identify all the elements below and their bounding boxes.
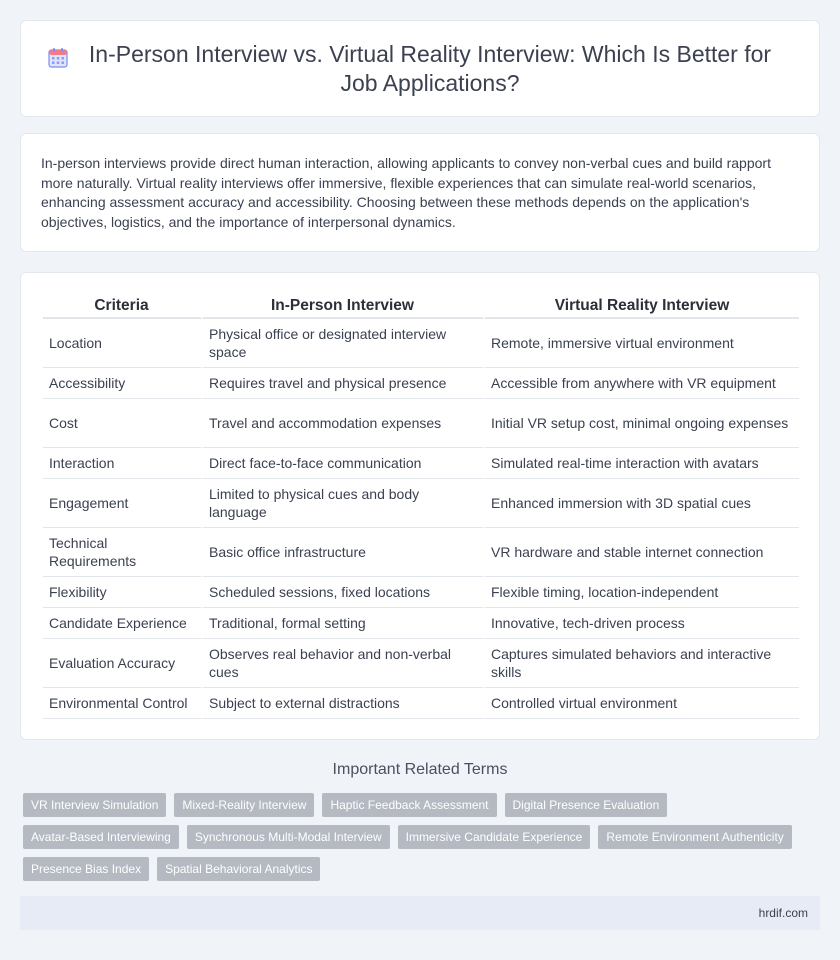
table-row (43, 448, 799, 479)
criteria-cell: Evaluation Accuracy (43, 639, 203, 688)
in-person-cell: Scheduled sessions, fixed locations (203, 577, 485, 608)
table-row (43, 479, 799, 528)
footer (20, 896, 820, 930)
header-criteria: Criteria (43, 291, 203, 319)
calendar-icon (47, 47, 69, 69)
criteria-cell: Technical Requirements (43, 528, 203, 577)
table-row (43, 319, 799, 368)
tag-spatial-behavioral-analytics[interactable]: Spatial Behavioral Analytics (157, 857, 320, 881)
virtual-reality-cell: Remote, immersive virtual environment (485, 319, 799, 368)
tag-presence-bias-index[interactable]: Presence Bias Index (23, 857, 149, 881)
virtual-reality-cell: Flexible timing, location-independent (485, 577, 799, 608)
virtual-reality-cell: Enhanced immersion with 3D spatial cues (485, 479, 799, 528)
table-row (43, 639, 799, 688)
virtual-reality-cell: Accessible from anywhere with VR equipment (485, 368, 799, 399)
tag-immersive-candidate-experience[interactable]: Immersive Candidate Experience (398, 825, 591, 849)
criteria-cell: Candidate Experience (43, 608, 203, 639)
criteria-cell: Cost (43, 399, 203, 448)
criteria-cell: Interaction (43, 448, 203, 479)
criteria-cell: Engagement (43, 479, 203, 528)
virtual-reality-cell: VR hardware and stable internet connection (485, 528, 799, 577)
criteria-cell: Flexibility (43, 577, 203, 608)
criteria-cell: Environmental Control (43, 688, 203, 719)
tag-digital-presence-evaluation[interactable]: Digital Presence Evaluation (505, 793, 668, 817)
table-row (43, 399, 799, 448)
in-person-cell: Observes real behavior and non-verbal cues (203, 639, 485, 688)
table-row (43, 688, 799, 719)
tag-haptic-feedback-assessment[interactable]: Haptic Feedback Assessment (322, 793, 496, 817)
tag-vr-interview-simulation[interactable]: VR Interview Simulation (23, 793, 166, 817)
intro-paragraph: In-person interviews provide direct human interaction, allowing applicants to convey non-verbal cues and build rapport more naturally. Virtual reality interviews offer immersive, flexible experiences that can simulate real-world scenarios, enhancing assessment accuracy and accessibility. Choosing between these methods depends on the application's objectives, logistics, and the importance of interpersonal dynamics. (41, 155, 771, 230)
header-card (20, 20, 820, 117)
in-person-cell: Basic office infrastructure (203, 528, 485, 577)
in-person-cell: Limited to physical cues and body language (203, 479, 485, 528)
related-terms-heading: Important Related Terms (332, 761, 508, 778)
page-title: In-Person Interview vs. Virtual Reality Interview: Which Is Better for Job Applications? (88, 40, 772, 96)
criteria-cell: Accessibility (43, 368, 203, 399)
table-row (43, 577, 799, 608)
table-row (43, 368, 799, 399)
virtual-reality-cell: Captures simulated behaviors and interactive skills (485, 639, 799, 688)
tag-remote-environment-authenticity[interactable]: Remote Environment Authenticity (598, 825, 791, 849)
criteria-cell: Location (43, 319, 203, 368)
virtual-reality-cell: Controlled virtual environment (485, 688, 799, 719)
header-virtual-reality: Virtual Reality Interview (485, 291, 799, 319)
tag-synchronous-multi-modal-interview[interactable]: Synchronous Multi-Modal Interview (187, 825, 390, 849)
in-person-cell: Subject to external distractions (203, 688, 485, 719)
in-person-cell: Direct face-to-face communication (203, 448, 485, 479)
in-person-cell: Travel and accommodation expenses (203, 399, 485, 448)
tag-avatar-based-interviewing[interactable]: Avatar-Based Interviewing (23, 825, 179, 849)
tag-mixed-reality-interview[interactable]: Mixed-Reality Interview (174, 793, 314, 817)
virtual-reality-cell: Simulated real-time interaction with avatars (485, 448, 799, 479)
comparison-table (43, 291, 799, 719)
footer-site[interactable]: hrdif.com (758, 906, 808, 920)
in-person-cell: Requires travel and physical presence (203, 368, 485, 399)
related-terms-tags (23, 793, 803, 889)
header-in-person: In-Person Interview (203, 291, 485, 319)
virtual-reality-cell: Initial VR setup cost, minimal ongoing expenses (485, 399, 799, 448)
intro-card (20, 133, 820, 252)
table-header-row (43, 291, 799, 319)
virtual-reality-cell: Innovative, tech-driven process (485, 608, 799, 639)
in-person-cell: Physical office or designated interview space (203, 319, 485, 368)
table-row (43, 528, 799, 577)
table-row (43, 608, 799, 639)
in-person-cell: Traditional, formal setting (203, 608, 485, 639)
comparison-card (20, 272, 820, 740)
